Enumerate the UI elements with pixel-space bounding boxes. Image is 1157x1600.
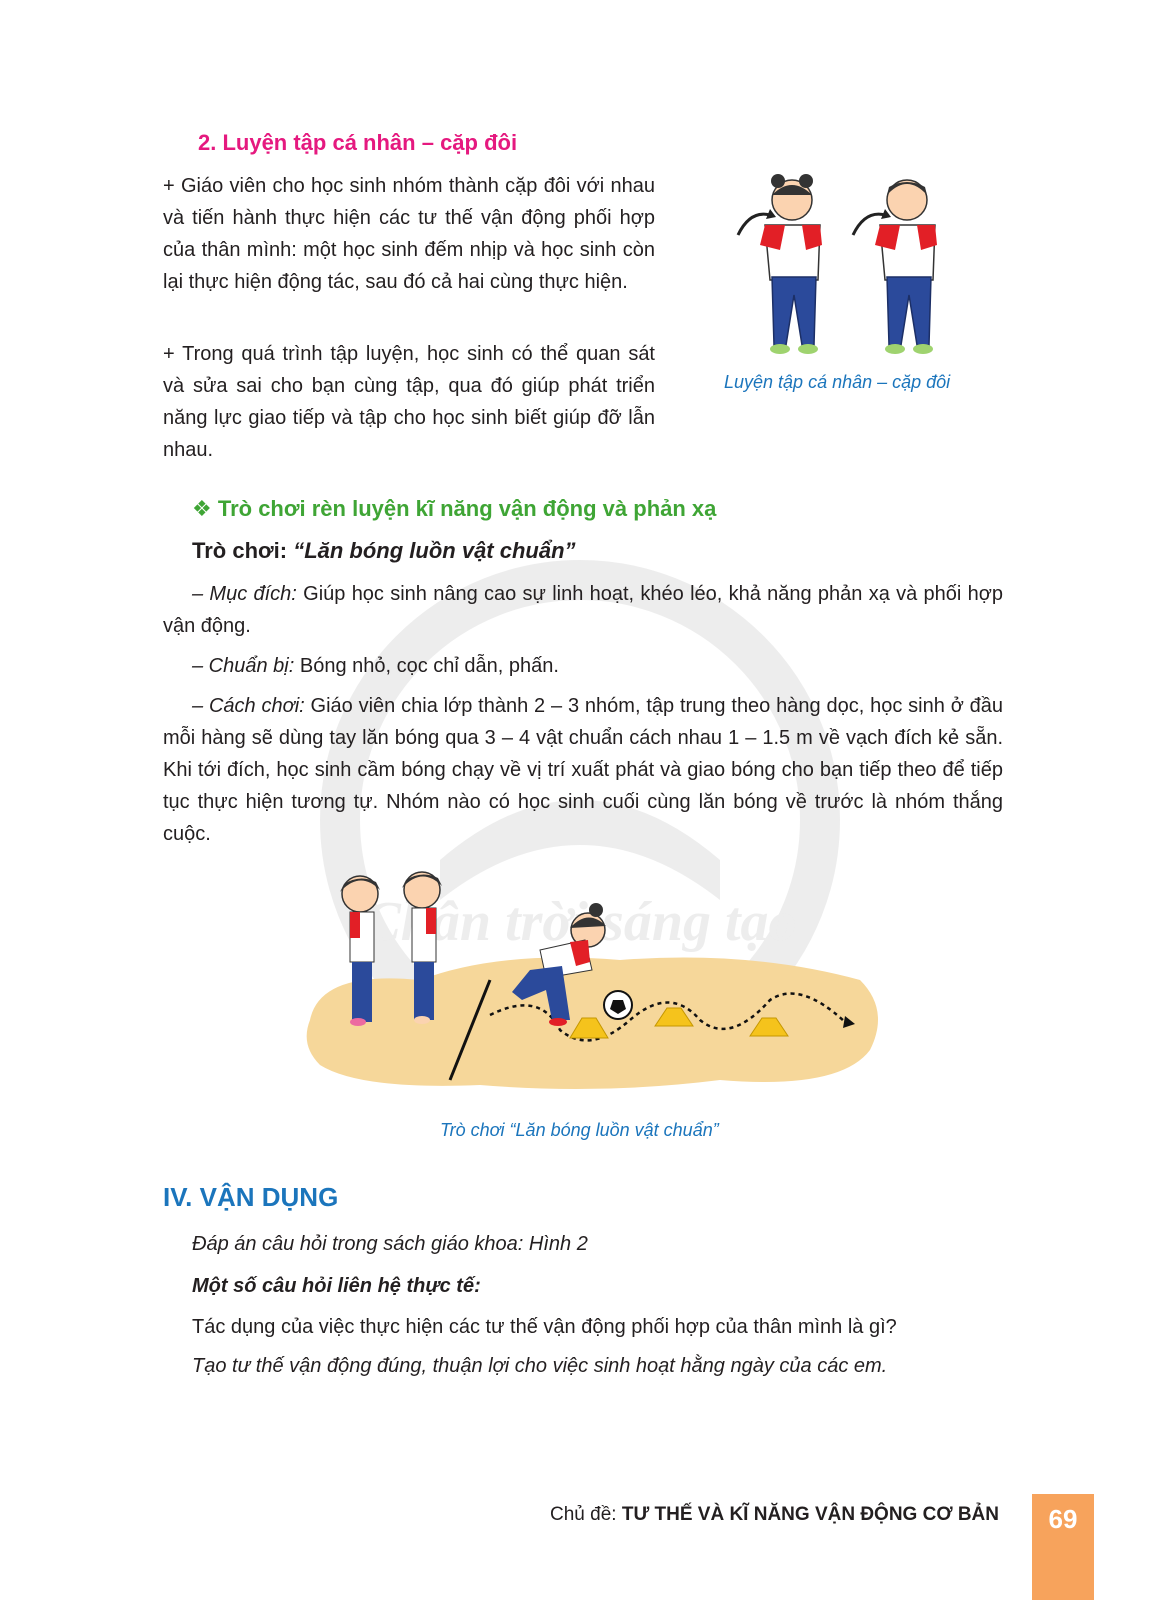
- footer-topic-label: Chủ đề:: [550, 1504, 622, 1525]
- real-life-question: Tác dụng của việc thực hiện các tư thế vận động phối hợp của thân mình là gì?: [192, 1316, 897, 1338]
- real-life-questions-label: Một số câu hỏi liên hệ thực tế:: [192, 1275, 481, 1297]
- game-heading-text: Trò chơi rèn luyện kĩ năng vận động và phản xạ: [217, 496, 717, 521]
- boy-figure: [853, 180, 937, 354]
- footer-topic: [550, 1504, 999, 1526]
- prep-label: – Chuẩn bị:: [192, 655, 295, 677]
- game-heading: [192, 496, 716, 522]
- game-title-name: “Lăn bóng luồn vật chuẩn”: [293, 538, 576, 563]
- purpose-text: Giúp học sinh nâng cao sự linh hoạt, khéo léo, khả năng phản xạ và phối hợp vận động.: [163, 583, 1003, 637]
- page-number-tab: [1032, 1494, 1094, 1600]
- pair-practice-illustration: [730, 165, 960, 365]
- game-preparation: [192, 650, 559, 682]
- textbook-answer: Đáp án câu hỏi trong sách giáo khoa: Hình 2: [192, 1233, 588, 1255]
- howto-text: Giáo viên chia lớp thành 2 – 3 nhóm, tập trung theo hàng dọc, học sinh ở đầu mỗi hàng sẽ dùng tay lăn bóng qua 3 – 4 vật chuẩn cách nhau 1 – 1.5 m về vạch đích kẻ sẵn. Khi tới đích, học sinh cầm bóng chạy về vị trí xuất phát và giao bóng cho bạn tiếp theo để tiếp tục thực hiện tương tự. Nhóm nào có học sinh cuối cùng lăn bóng về trước là nhóm thắng cuộc.: [163, 695, 1004, 845]
- diamond-bullet-icon: ❖: [192, 496, 212, 521]
- ball-game-caption: Trò chơi “Lăn bóng luồn vật chuẩn”: [440, 1120, 719, 1140]
- purpose-label: – Mục đích:: [192, 583, 297, 605]
- game-howto: [163, 690, 1003, 850]
- pair-practice-caption: Luyện tập cá nhân – cặp đôi: [724, 372, 951, 392]
- real-life-answer: Tạo tư thế vận động đúng, thuận lợi cho việc sinh hoạt hằng ngày của các em.: [192, 1355, 888, 1377]
- game-purpose: [163, 578, 1003, 642]
- footer-topic-name: TƯ THẾ VÀ KĨ NĂNG VẬN ĐỘNG CƠ BẢN: [621, 1504, 999, 1525]
- girl-figure: [738, 174, 822, 354]
- section-4-title: IV. VẬN DỤNG: [163, 1182, 339, 1212]
- page-number: 69: [1048, 1504, 1078, 1534]
- watermark-text: trời sáng tạo: [505, 891, 797, 953]
- ball-game-illustration: [300, 870, 890, 1100]
- howto-label: – Cách chơi:: [192, 695, 305, 717]
- section-2-paragraph-2: + Trong quá trình tập luyện, học sinh có thể quan sát và sửa sai cho bạn cùng tập, qua đó giúp phát triển năng lực giao tiếp và tập cho học sinh biết giúp đỡ lẫn nhau.: [163, 343, 655, 461]
- prep-text: Bóng nhỏ, cọc chỉ dẫn, phấn.: [294, 655, 559, 677]
- section-2-paragraph-1: + Giáo viên cho học sinh nhóm thành cặp đôi với nhau và tiến hành thực hiện các tư thế vận động phối hợp của thân mình: một học sinh đếm nhịp và học sinh còn lại thực hiện động tác, sau đó cả hai cùng thực hiện.: [163, 175, 655, 293]
- game-title: [192, 538, 576, 564]
- section-2-title: 2. Luyện tập cá nhân – cặp đôi: [198, 130, 518, 155]
- game-title-label: Trò chơi:: [192, 538, 294, 563]
